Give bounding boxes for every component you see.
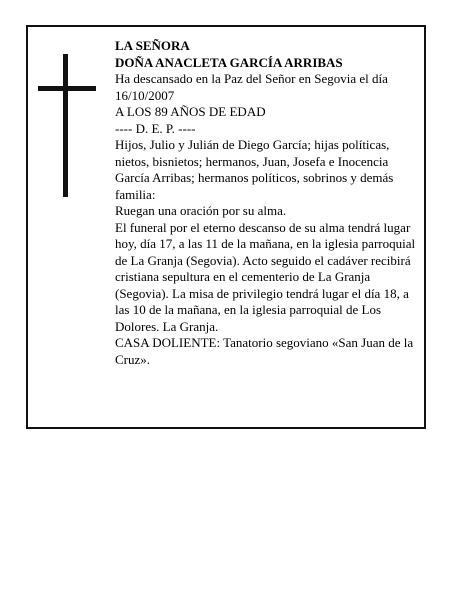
age-line: A LOS 89 AÑOS DE EDAD <box>115 104 266 119</box>
cross-icon-bar <box>38 86 96 91</box>
family-list: Hijos, Julio y Julián de Diego García; hijas políticas, nietos, bisnietos; hermanos, Juan, Josefa e Inocencia García Arribas; hermanos políticos, sobrinos y demás familia: <box>115 137 394 202</box>
prayer-request: Ruegan una oración por su alma. <box>115 203 287 218</box>
rip-line: ---- D. E. P. ---- <box>115 120 196 136</box>
mourning-house: CASA DOLIENTE: Tanatorio segoviano «San Juan de la Cruz». <box>115 335 414 367</box>
cross-icon <box>63 54 68 197</box>
notice-title: LA SEÑORA <box>115 38 190 53</box>
deceased-name: DOÑA ANACLETA GARCÍA ARRIBAS <box>115 54 343 70</box>
rest-announcement: Ha descansado en la Paz del Señor en Segovia el día 16/10/2007 <box>115 71 388 103</box>
funeral-details: El funeral por el eterno descanso de su alma tendrá lugar hoy, día 17, a las 11 de la mañana, en la iglesia parroquial de La Granja (Segovia). Acto seguido el cadáver recibirá cristiana sepultura en el cementerio de La Granja (Segovia). La misa de privilegio tendrá lugar el día 18, a las 10 de la mañana, en la iglesia parroquial de Los Dolores. La Granja. <box>115 219 416 334</box>
obituary-text-block <box>115 38 423 368</box>
